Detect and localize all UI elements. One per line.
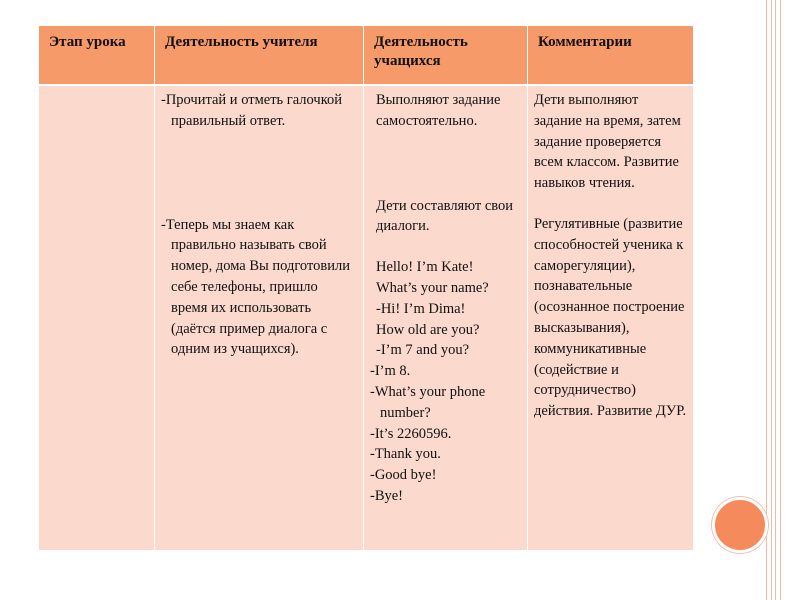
comment-1: Дети выполняют задание на время, затем задание проверяется всем классом. Развитие навыков чтения.	[534, 92, 681, 192]
teacher-step-2: -Теперь мы знаем как правильно называть свой номер, дома Вы подготовили себе телефоны, пришло время их использовать (даётся пример диалога с одним из учащихся).	[161, 216, 350, 358]
cell-teacher	[155, 84, 364, 550]
lesson-table	[39, 26, 693, 550]
decorative-circle	[712, 497, 768, 553]
dialog-line: -It’s 2260596.	[370, 425, 452, 442]
decorative-lines	[766, 0, 786, 600]
dialog-line: -Hi! I’m Dima!	[376, 300, 466, 317]
dialog-line: -Good bye!	[370, 467, 437, 484]
students-task: Выполняют задание самостоятельно.	[376, 92, 501, 129]
cell-students	[364, 84, 528, 550]
teacher-step-1: -Прочитай и отметь галочкой правильный ответ.	[161, 92, 343, 129]
header-teacher: Деятельность учителя	[155, 26, 364, 84]
dialog-line: How old are you?	[376, 321, 480, 338]
dialog-line: -What’s your phone number?	[370, 383, 486, 421]
dialog-line: -I’m 7 and you?	[376, 342, 470, 359]
students-dialog-intro: Дети составляют свои диалоги.	[376, 197, 514, 235]
table-row	[39, 84, 693, 550]
header-students: Деятельность учащихся	[364, 26, 528, 84]
dialog-line: -Thank you.	[370, 446, 441, 463]
dialog-line: Hello! I’m Kate!	[376, 259, 474, 276]
header-row	[39, 26, 693, 84]
dialog-line: What’s your name?	[376, 279, 489, 296]
dialog-line: -Bye!	[370, 487, 404, 504]
dialog-line: -I’m 8.	[370, 363, 411, 380]
comment-2: Регулятивные (развитие способностей ученика к саморегуляции), познавательные (осознанное построение высказывания), коммуникативные (содействие и сотрудничество) действия. Развитие ДУР.	[534, 215, 687, 420]
cell-stage	[39, 84, 155, 550]
cell-comments	[528, 84, 693, 550]
header-stage: Этап урока	[39, 26, 155, 84]
header-comments: Комментарии	[528, 26, 693, 84]
